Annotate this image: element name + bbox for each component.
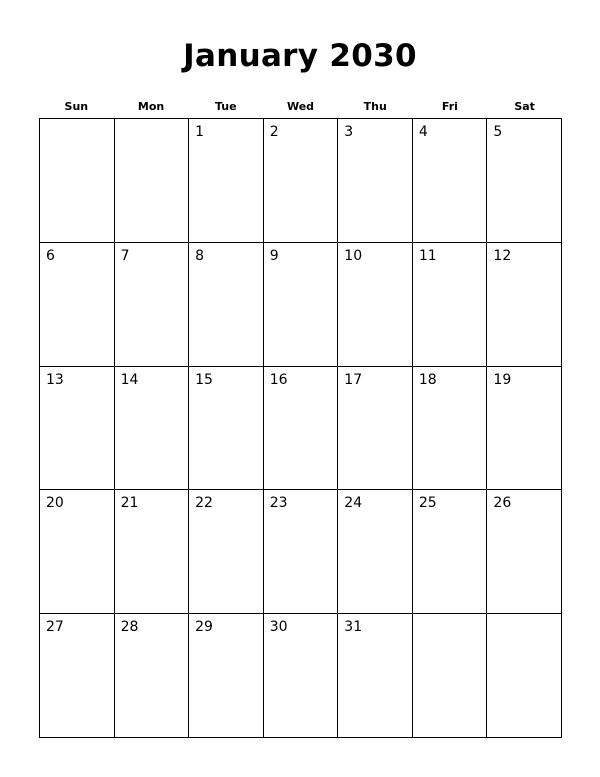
day-number: 20 [46,495,64,512]
day-cell [413,490,488,614]
day-cell [487,490,562,614]
day-number: 10 [344,247,363,264]
day-number: 17 [344,371,363,388]
day-number: 22 [195,495,213,512]
day-cell [115,490,190,614]
day-number: 8 [195,247,205,264]
day-number: 5 [493,124,503,140]
weekday-tue: Tue [214,100,237,113]
day-cell [115,614,190,738]
calendar-grid [39,118,562,738]
day-cell [264,367,339,491]
day-cell [40,614,115,738]
day-number: 28 [120,619,139,636]
day-number: 30 [269,619,288,636]
day-cell [264,243,339,367]
day-number: 6 [46,247,55,264]
day-cell [413,119,488,243]
day-number: 24 [344,495,363,512]
day-cell [338,243,413,367]
day-number: 16 [269,371,288,388]
day-cell [40,367,115,491]
day-number: 4 [418,124,428,140]
day-cell [189,614,264,738]
day-number: 31 [344,619,363,636]
day-cell [487,367,562,491]
day-cell [413,243,488,367]
day-number: 14 [120,371,139,388]
day-cell [40,490,115,614]
weekday-fri: Fri [441,100,458,113]
day-cell [40,243,115,367]
weekday-wed: Wed [286,100,315,113]
day-cell [40,119,115,243]
weekday-mon: Mon [137,100,165,113]
day-number: 15 [195,371,213,388]
day-number: 25 [418,495,437,512]
weekday-sun: Sun [64,100,89,113]
day-cell [264,614,339,738]
day-number: 11 [418,247,437,264]
day-cell [338,490,413,614]
day-number: 7 [120,247,130,264]
day-cell [264,490,339,614]
day-number: 12 [493,247,512,264]
day-number: 3 [344,124,354,140]
day-cell [413,367,488,491]
day-cell [338,119,413,243]
day-cell [264,119,339,243]
day-number: 27 [46,619,64,636]
day-number: 21 [120,495,139,512]
day-cell [115,119,190,243]
day-cell [487,614,562,738]
day-cell [189,490,264,614]
day-cell [189,243,264,367]
day-cell [338,614,413,738]
day-cell [487,243,562,367]
day-cell [115,367,190,491]
day-number: 26 [493,495,512,512]
day-cell [115,243,190,367]
weekday-thu: Thu [363,100,387,113]
day-number: 2 [269,124,279,140]
day-cell [413,614,488,738]
day-number: 18 [418,371,437,388]
day-number: 1 [195,124,205,140]
day-number: 19 [493,371,512,388]
day-number: 23 [269,495,288,512]
day-cell [338,367,413,491]
weekday-sat: Sat [514,100,535,113]
day-cell [487,119,562,243]
day-number: 9 [269,247,279,264]
calendar-title: January 2030 [183,38,417,74]
day-number: 13 [46,371,64,388]
day-cell [189,119,264,243]
day-cell [189,367,264,491]
day-number: 29 [195,619,213,636]
weekday-header-row [39,99,562,115]
